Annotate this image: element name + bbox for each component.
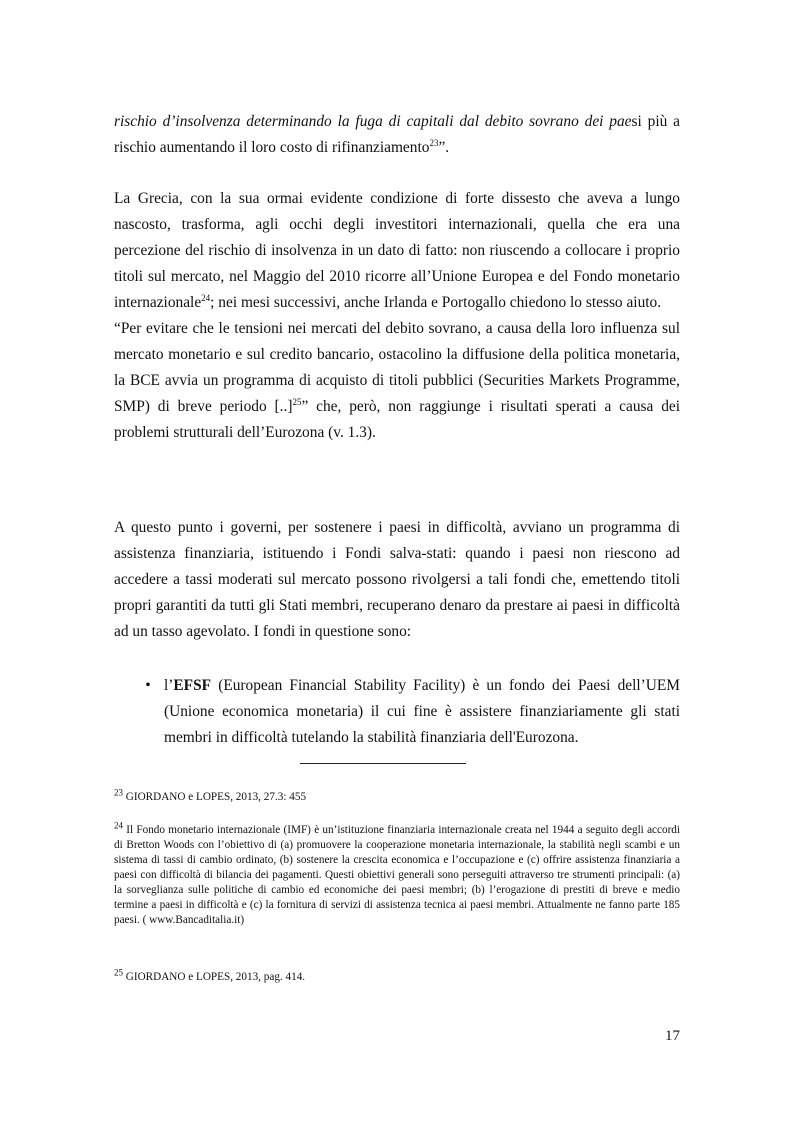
footnote-ref-24[interactable]: 24 — [201, 292, 211, 303]
quote-text: “Per evitare che le tensioni nei mercati del debito sovrano, a causa della loro influenza sul mercato monetario e sul credito bancario, ostacolino la diffusione della politica monetaria, la BCE avvia un programma di acquisto di titoli pubblici (Securities Markets Programme, SMP) di breve periodo [..] — [114, 320, 680, 415]
page-number: 17 — [665, 1028, 680, 1044]
italic-phrase: rischio d’insolvenza determinando la fuga di capitali dal debito sovrano dei pae — [114, 113, 632, 130]
bullet-prefix: l’ — [164, 677, 174, 694]
bullet-icon: • — [145, 677, 151, 694]
footnote-separator — [300, 763, 466, 764]
paragraph-2-text-b: ; nei mesi successivi, anche Irlanda e Portogallo chiedono lo stesso aiuto. — [210, 294, 662, 311]
paragraph-continuation — [114, 109, 680, 161]
paragraph-1 — [114, 109, 680, 161]
footnote-ref-25[interactable]: 25 — [292, 396, 302, 407]
footnote-ref-23[interactable]: 23 — [429, 137, 439, 148]
paragraph-greece — [114, 186, 680, 446]
footnote-number: 25 — [114, 967, 123, 978]
paragraph-1-end: ”. — [438, 139, 450, 156]
paragraph-2-quote — [114, 316, 680, 446]
footnote-24 — [114, 820, 680, 928]
footnote-text: Il Fondo monetario internazionale (IMF) è un’istituzione finanziaria internazionale creata nel 1944 a seguito degli accordi di Bretton Woods con l’obiettivo di (a) promuovere la cooperazione monetaria internazionale, la stabilità negli scambi e un sistema di tassi di cambio ordinato, (b) sostenere la crescita economica e l’occupazione e (c) offrire assistenza finanziaria a paesi con difficoltà di bilancia dei pagamenti. Questi obiettivi generali sono perseguiti attraverso tre strumenti principali: (a) la sorveglianza sulle politiche di cambio ed economiche dei paesi membri; (b) l’erogazione di prestiti di breve e medio termine a paesi in difficoltà e (c) la fornitura di servizi di assistenza tecnica ai paesi membri. Attualmente ne fanno parte 185 paesi. ( www.Bancaditalia.it) — [114, 824, 680, 926]
footnote-number: 23 — [114, 787, 123, 798]
efsf-term: EFSF — [173, 677, 212, 694]
footnote-23 — [114, 787, 680, 805]
footnote-text: GIORDANO e LOPES, 2013, 27.3: 455 — [123, 791, 307, 803]
paragraph-2-text: La Grecia, con la sua ormai evidente condizione di forte dissesto che aveva a lungo nascosto, trasforma, agli occhi degli investitori internazionali, quella che era una percezione del rischio di insolvenza in un dato di fatto: non riuscendo a collocare i proprio titoli sul mercato, nel Maggio del 2010 ricorre all’Unione Europea e del Fondo monetario internazionale — [114, 190, 680, 311]
paragraph-2 — [114, 186, 680, 316]
footnote-number: 24 — [114, 820, 123, 831]
list-item — [140, 673, 680, 751]
paragraph-fondi — [114, 515, 680, 645]
quote-end: ” che, però, non raggiunge i risultati sperati a causa dei problemi strutturali dell’Eurozona (v. 1.3). — [114, 398, 681, 441]
footnote-25 — [114, 967, 680, 985]
bullet-text: (European Financial Stability Facility) è un fondo dei Paesi dell’UEM (Unione economica monetaria) il cui fine è assistere finanziariamente gli stati membri in difficoltà tutelando la stabilità finanziaria dell'Eurozona. — [164, 677, 680, 746]
paragraph-3: A questo punto i governi, per sostenere i paesi in difficoltà, avviano un programma di assistenza finanziaria, istituendo i Fondi salva-stati: quando i paesi non riescono ad accedere a tassi moderati sul mercato possono rivolgersi a tali fondi che, emettendo titoli propri garantiti da tutti gli Stati membri, recuperano denaro da prestare ai paesi in difficoltà ad un tasso agevolato. I fondi in questione sono: — [114, 519, 680, 640]
paragraph-1-text: si più a rischio aumentando il loro costo di rifinanziamento — [114, 113, 680, 156]
footnote-text: GIORDANO e LOPES, 2013, pag. 414. — [123, 971, 306, 983]
bullet-list — [140, 673, 680, 751]
